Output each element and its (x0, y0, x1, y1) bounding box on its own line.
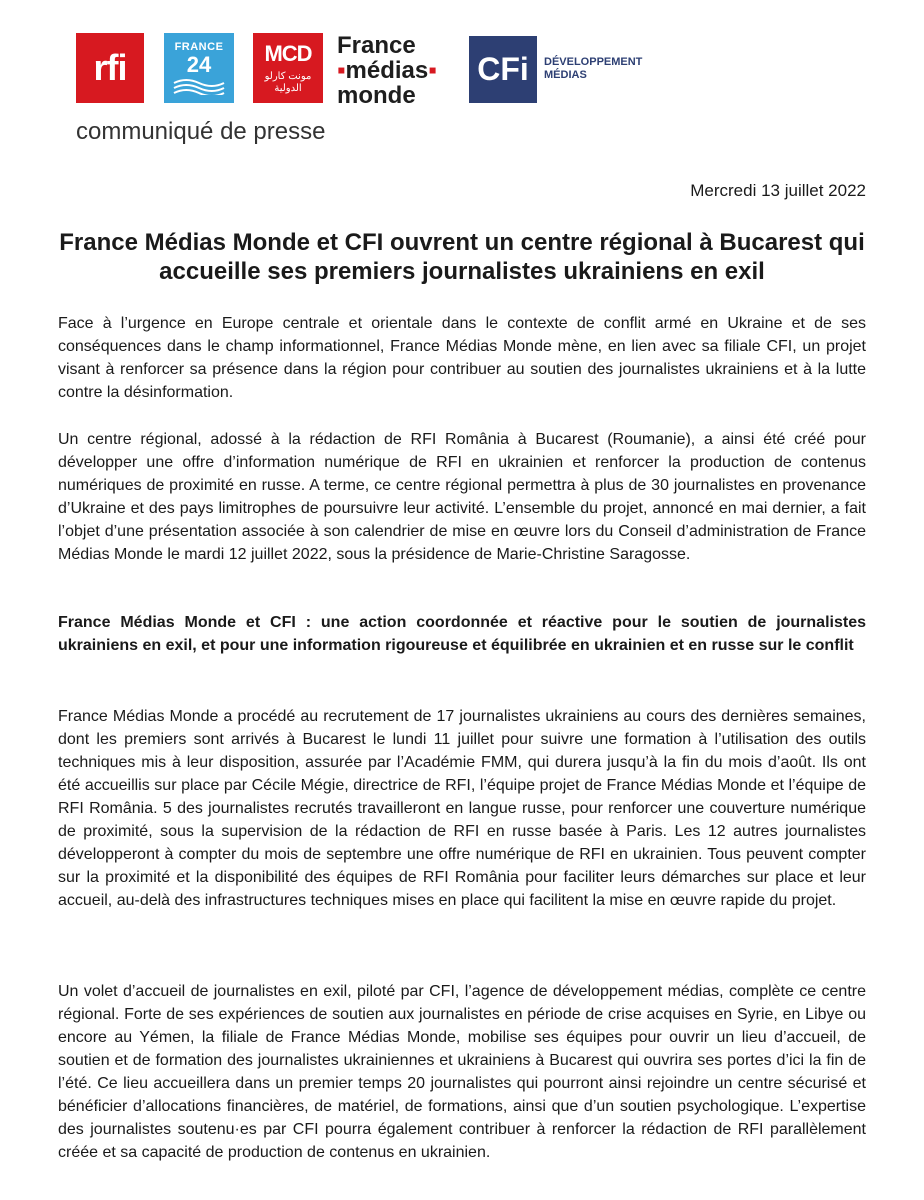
france24-logo (164, 33, 234, 103)
cfi-logo-text: DÉVELOPPEMENT MÉDIAS (544, 56, 643, 81)
section-subheading: France Médias Monde et CFI : une action coordonnée et réactive pour le soutien de journalistes ukrainiens en exil, et pour une information rigoureuse et équilibrée en ukrainien et en russe sur le conflit (58, 614, 866, 654)
cfi-logo: CFi (469, 36, 537, 103)
press-release-label: communiqué de presse (76, 118, 326, 145)
france24-logo-line1: FRANCE (174, 41, 224, 53)
rfi-logo: rfi (76, 33, 144, 103)
france24-logo-line2: 24 (186, 52, 212, 77)
fmm-logo-line3: monde (337, 82, 416, 109)
france24-wave-icon (172, 77, 226, 95)
mcd-logo-line2: مونت كارلو الدولية (264, 71, 312, 94)
fmm-logo-line2-text: médias (345, 57, 429, 84)
fmm-dot-icon: ▪ (337, 57, 346, 84)
mcd-logo (253, 33, 323, 103)
france-medias-monde-logo (337, 33, 452, 108)
release-date: Mercredi 13 juillet 2022 (690, 181, 866, 200)
paragraph-recruitment: France Médias Monde a procédé au recrutement de 17 journalistes ukrainiens au cours des dernières semaines, dont les premiers sont arrivés à Bucarest le lundi 11 juillet pour suivre une formation à l’utilisation des outils techniques mis à leur disposition, assurée par l’Académie FMM, qui durera jusqu’à la fin du mois d’août. Ils ont été accueillis sur place par Cécile Mégie, directrice de RFI, l’équipe projet de France Médias Monde et l’équipe de RFI România. 5 des journalistes recrutés travailleront en langue russe, pour renforcer une couverture numérique de proximité, sous la supervision de la rédaction de RFI en russe basée à Paris. Les 12 autres journalistes développeront à compter du mois de septembre une offre numérique de RFI en ukrainien. Tous peuvent compter sur la proximité et la disponibilité des équipes de RFI România pour faciliter leurs démarches sur place et leur accueil, au-delà des infrastructures techniques mises en place qui facilitent la mise en œuvre rapide du projet. (58, 708, 866, 909)
fmm-logo-line2 (337, 58, 452, 83)
paragraph-intro: Face à l’urgence en Europe centrale et orientale dans le contexte de conflit armé en Ukraine et de ses conséquences dans le champ informationnel, France Médias Monde mène, en lien avec sa filiale CFI, un projet visant à renforcer sa présence dans la région pour contribuer au soutien des journalistes ukrainiens et à la lutte contre la désinformation. (58, 315, 866, 401)
fmm-dot-icon: ▪ (428, 57, 437, 84)
paragraph-exile-reception: Un volet d’accueil de journalistes en exil, piloté par CFI, l’agence de développement médias, complète ce centre régional. Forte de ses expériences de soutien aux journalistes en période de crise acquises en Syrie, en Libye ou encore au Yémen, la filiale de France Médias Monde, mobilise ses équipes pour ouvrir un lieu d’accueil, de soutien et de formation des journalistes ukrainiennes et ukrainiens à Bucarest qui ouvrira ses portes d’ici la fin de l’été. Ce lieu accueillera dans un premier temps 20 journalistes qui pourront ainsi rejoindre un centre sécurisé et bénéficier d’allocations financières, de matériel, de formations, ainsi que d’un soutien psychologique. L’expertise des journalistes soutenu·es par CFI pourra également contribuer à renforcer la rédaction de RFI parallèlement créée et sa capacité de production de contenus en ukrainien. (58, 983, 866, 1161)
mcd-logo-line1: MCD (264, 41, 312, 66)
paragraph-regional-center: Un centre régional, adossé à la rédaction de RFI România à Bucarest (Roumanie), a ainsi été créé pour développer une offre d’information numérique de RFI en ukrainien et renforcer la production de contenus numériques de proximité en russe. A terme, ce centre régional permettra à plus de 30 journalistes en provenance d’Ukraine et des pays limitrophes de poursuivre leur activité. L’ensemble du projet, annoncé en mai dernier, a fait l’objet d’une présentation associée à son calendrier de mise en œuvre lors du Conseil d’administration de France Médias Monde le mardi 12 juillet 2022, sous la présidence de Marie-Christine Saragosse. (58, 431, 866, 563)
document-title: France Médias Monde et CFI ouvrent un centre régional à Bucarest qui accueille ses premiers journalistes ukrainiens en exil (59, 229, 865, 285)
fmm-logo-line1: France (337, 32, 416, 59)
